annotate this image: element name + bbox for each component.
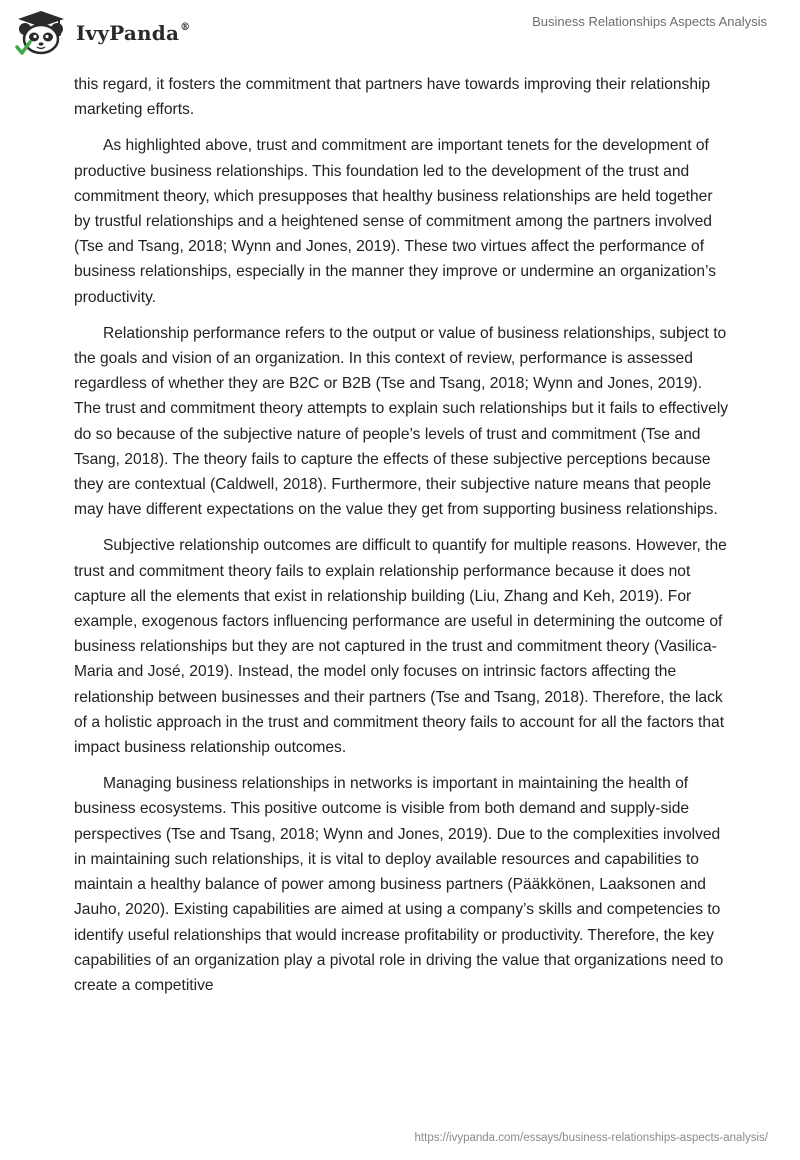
paragraph: Subjective relationship outcomes are difficult to quantify for multiple reasons. However, the trust and commitment theory fails to explain relationship performance because it does not capture all the elements that exist in relationship building (Liu, Zhang and Keh, 2019). For example, exogenous factors influencing performance are useful in determining the outcome of business relationships but they are not captured in the trust and commitment theory (Vasilica-Maria and José, 2019). Instead, the model only focuses on intrinsic factors affecting the relationship between businesses and their partners (Tse and Tsang, 2018). Therefore, the lack of a holistic approach in the trust and commitment theory fails to account for all the factors that impact business relationship outcomes. (74, 537, 727, 757)
paragraph: Relationship performance refers to the output or value of business relationships, subject to the goals and vision of an organization. In this context of review, performance is assessed regardless of whether they are B2C or B2B (Tse and Tsang, 2018; Wynn and Jones, 2019). The trust and commitment theory attempts to explain such relationships but it fails to effectively do so because of the subjective nature of people’s levels of trust and commitment (Tse and Tsang, 2018). The theory fails to capture the effects of these subjective perceptions because they are contextual (Caldwell, 2018). Furthermore, their subjective nature means that people may have different expectations on the value they get from supporting business relationships. (74, 324, 729, 519)
registered-mark: ® (180, 22, 191, 34)
logo-name: IvyPanda (76, 21, 180, 45)
source-url-link[interactable]: https://ivypanda.com/essays/business-relationships-aspects-analysis/ (414, 1132, 768, 1144)
logo-wordmark (76, 21, 190, 45)
panda-logo-icon (14, 9, 68, 57)
paragraph: As highlighted above, trust and commitment are important tenets for the development of productive business relationships. This foundation led to the development of the trust and commitment theory, which presupposes that healthy business relationships are held together by trustful relationships and a heightened sense of commitment among the partners involved (Tse and Tsang, 2018; Wynn and Jones, 2019). These two virtues affect the performance of business relationships, especially in the manner they improve or undermine an organization’s productivity. (74, 137, 717, 306)
ivypanda-logo[interactable] (14, 9, 204, 57)
essay-body (74, 72, 730, 1009)
document-title: Business Relationships Aspects Analysis (532, 14, 767, 29)
paragraph: Managing business relationships in networks is important in maintaining the health of business ecosystems. This positive outcome is visible from both demand and supply-side perspectives (Tse and Tsang, 2018; Wynn and Jones, 2019). Due to the complexities involved in maintaining such relationships, it is vital to deploy available resources and capabilities to maintain a healthy balance of power among business partners (Pääkkönen, Laaksonen and Jauho, 2020). Existing capabilities are aimed at using a company’s skills and competencies to identify useful relationships that would increase profitability or productivity. Therefore, the key capabilities of an organization play a pivotal role in driving the value that organizations need to create a competitive (74, 775, 724, 994)
paragraph-continued: this regard, it fosters the commitment that partners have towards improving their relationship marketing efforts. (74, 76, 711, 119)
page-header (0, 0, 800, 70)
